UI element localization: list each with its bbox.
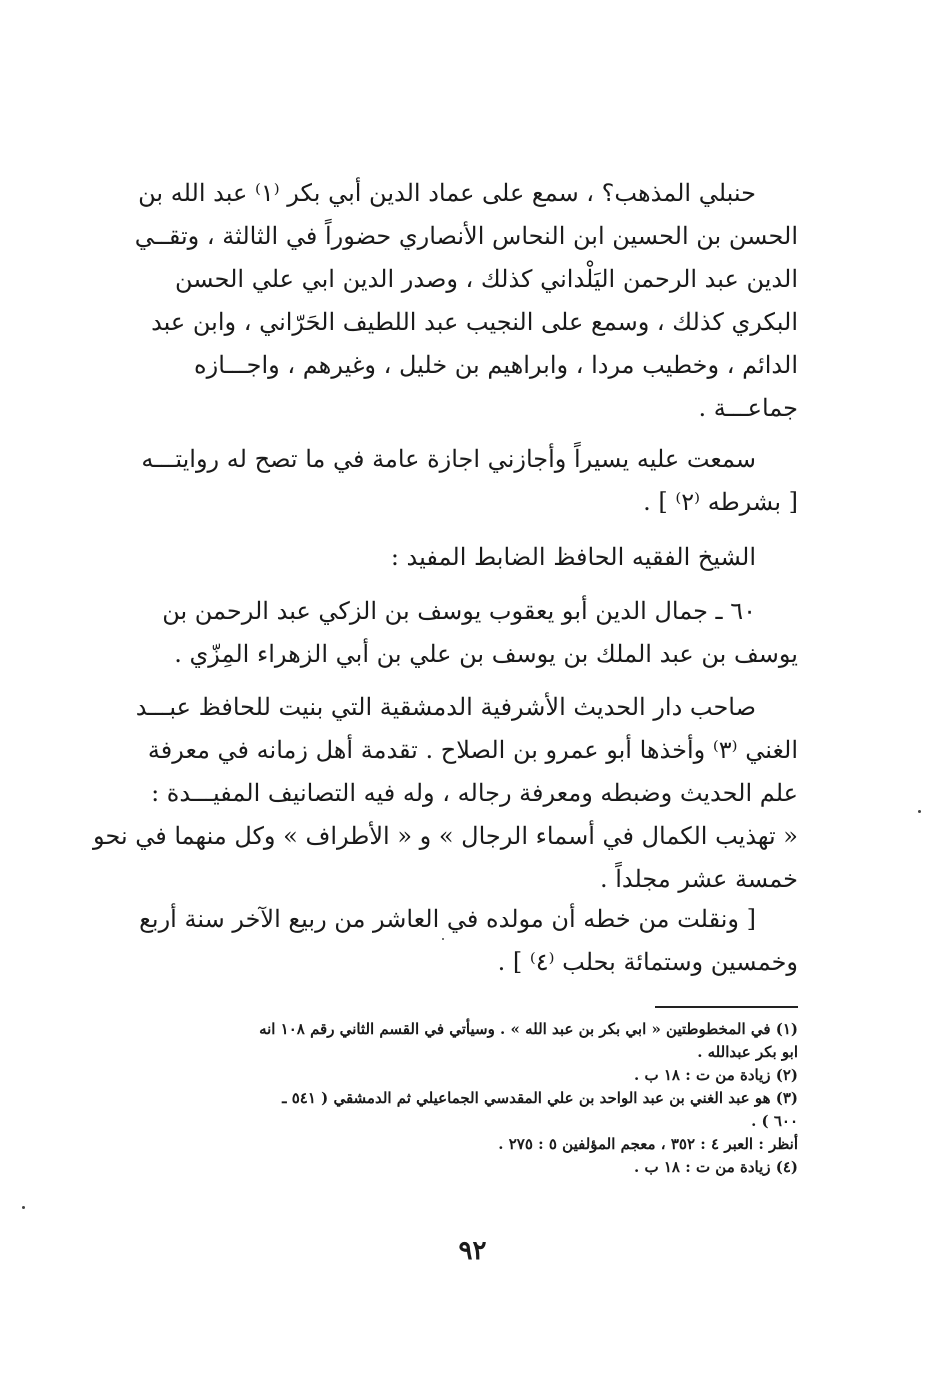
text-line: جماعـــة . [698, 394, 798, 422]
footnote-line: أنظر : العبر ٤ : ٣٥٢ ، معجم المؤلفين ٥ : ٢٧٥ . [498, 1135, 798, 1153]
text-line: البكري كذلك ، وسمع على النجيب عبد اللطيف الحَرّاني ، وابن عبد [151, 308, 798, 336]
footnote-line: (٤) زيادة من ت : ١٨ ب . [634, 1158, 798, 1176]
text-line: يوسف بن عبد الملك بن يوسف بن علي بن أبي الزهراء المِزّي . [174, 640, 798, 668]
footnote-line: ٦٠٠ ) . [751, 1112, 798, 1130]
paragraph-5 [93, 686, 798, 901]
page-number: ٩٢ [458, 1236, 487, 1266]
text-line: علم الحديث وضبطه ومعرفة رجاله ، وله فيه التصانيف المفيـــدة : [151, 779, 798, 807]
text-line: حنبلي المذهب؟ ، سمع على عماد الدين أبي بكر ⁽١⁾ عبد الله بن [138, 179, 756, 207]
footnote-line: ابو بكر عبدالله . [697, 1043, 798, 1061]
paragraph-2 [138, 438, 798, 524]
heading-line: الشيخ الفقيه الحافظ الضابط المفيد : [390, 543, 756, 571]
footnotes [118, 1018, 798, 1179]
text-line: [ بشرطه ⁽٢⁾ ] . [643, 488, 798, 516]
footnote-line: (٣) هو عبد الغني بن عبد الواحد بن علي المقدسي الجماعيلي ثم الدمشقي ( ٥٤١ ـ [282, 1089, 798, 1107]
footnote-line: (٢) زيادة من ت : ١٨ ب . [634, 1066, 798, 1084]
text-line: الدائم ، وخطيب مردا ، وابراهيم بن خليل ، وغيرهم ، واجـــازه [194, 351, 798, 379]
text-line: الغني ⁽٣⁾ وأخذها أبو عمرو بن الصلاح . تقدمة أهل زمانه في معرفة [147, 736, 798, 764]
scan-speck [442, 938, 444, 940]
text-line: [ ونقلت من خطه أن مولده في العاشر من ربيع الآخر سنة أربع [139, 905, 756, 933]
paragraph-4 [138, 590, 798, 676]
text-line: ٦٠ ـ جمال الدين أبو يعقوب يوسف بن الزكي عبد الرحمن بن [162, 597, 756, 625]
paragraph-1 [134, 172, 798, 430]
text-line: الحسن بن الحسين ابن النحاس الأنصاري حضوراً في الثالثة ، وتقــي [134, 222, 798, 250]
text-line: « تهذيب الكمال في أسماء الرجال » و « الأطراف » وكل منهما في نحو [93, 822, 798, 850]
text-line: سمعت عليه يسيراً وأجازني اجازة عامة في ما تصح له روايتـــه [141, 445, 756, 473]
scan-speck [22, 1206, 25, 1209]
scan-speck [918, 810, 921, 813]
text-line: خمسة عشر مجلداً . [599, 865, 798, 893]
text-line: صاحب دار الحديث الأشرفية الدمشقية التي بنيت للحافظ عبـــد [135, 693, 756, 721]
paragraph-6 [138, 898, 798, 984]
text-line: الدين عبد الرحمن اليَلْداني كذلك ، وصدر الدين ابي علي الحسن [174, 265, 798, 293]
footnote-line: (١) في المخطوطتين « ابي بكر بن عبد الله » . وسيأتي في القسم الثاني رقم ١٠٨ انه [259, 1020, 798, 1038]
section-heading [138, 536, 798, 579]
text-line: وخمسين وستمائة بحلب ⁽٤⁾ ] . [497, 948, 798, 976]
footnote-divider [655, 1006, 798, 1008]
